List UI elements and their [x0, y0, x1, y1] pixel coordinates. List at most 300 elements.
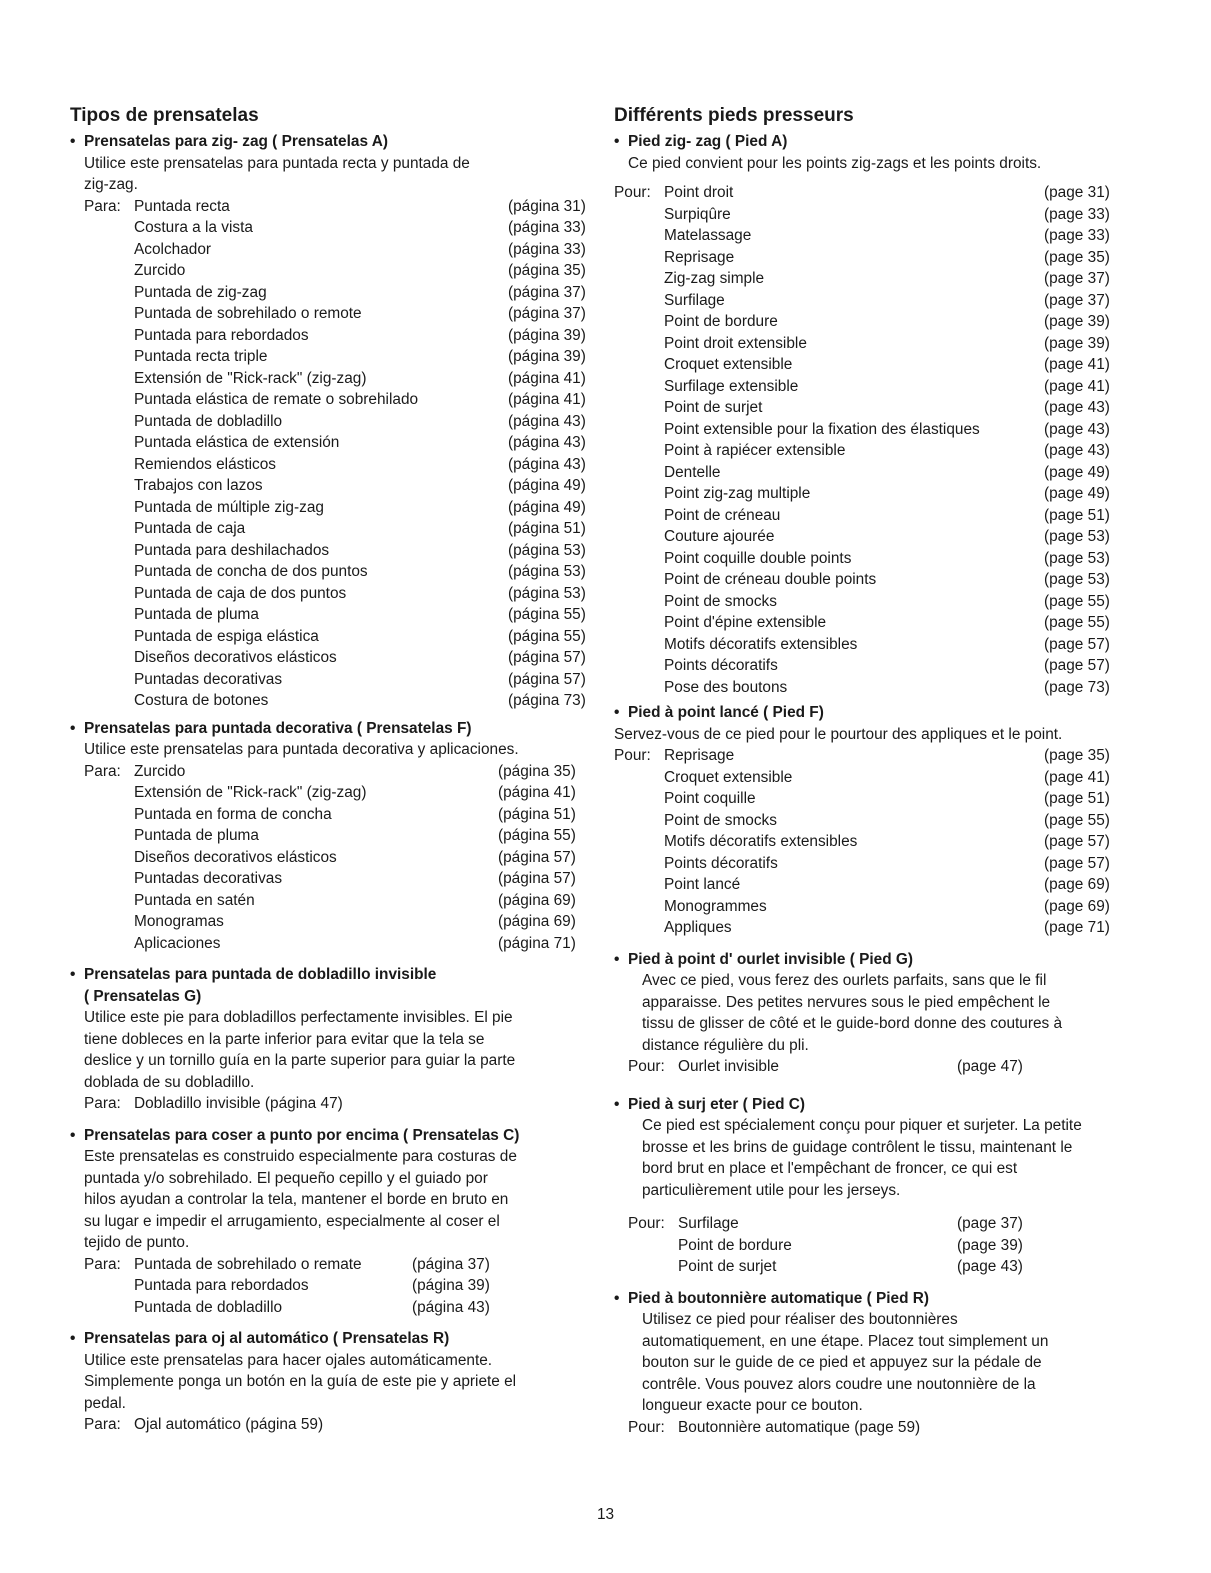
stitch-name: Puntada de dobladillo	[134, 412, 283, 430]
page-ref: (page 49)	[1044, 485, 1110, 502]
page-ref: (página 43)	[412, 1298, 490, 1316]
row-lead: Pour:	[628, 1418, 665, 1436]
row-lead	[84, 1297, 134, 1319]
stitch-name: Puntada de zig-zag	[134, 283, 267, 301]
row-lead	[614, 677, 664, 699]
description-line: Utilice este prensatelas para puntada recta y puntada de	[84, 154, 470, 172]
foot-section	[614, 131, 1134, 698]
description-line: tejido de punto.	[84, 1234, 190, 1251]
stitch-row	[614, 1213, 1134, 1235]
page-ref: (page 43)	[957, 1258, 1023, 1275]
section-heading: Différents pieds presseurs	[614, 105, 854, 126]
row-lead	[84, 561, 134, 583]
row-lead	[84, 239, 134, 261]
page-ref: (page 35)	[1044, 747, 1110, 764]
foot-title-text: Pied zig- zag ( Pied A)	[628, 133, 788, 150]
page-ref: (página 57)	[498, 848, 576, 866]
stitch-name: Point coquille double points	[664, 549, 852, 567]
page-ref: (page 53)	[1044, 549, 1110, 567]
page-ref: (página 55)	[498, 827, 576, 844]
stitch-name: Puntada de múltiple zig-zag	[134, 498, 324, 516]
stitch-row	[70, 647, 600, 669]
description-line: Avec ce pied, vous ferez des ourlets parfaits, sans que le fil	[642, 972, 1047, 989]
page-ref: (página 73)	[508, 692, 586, 709]
stitch-name: Diseños decorativos elásticos	[134, 848, 337, 866]
description-line: hilos ayudan a controlar la tela, mantener el borde en bruto en	[84, 1191, 509, 1208]
stitch-row	[614, 548, 1134, 570]
description-line: bouton sur le guide de ce pied et appuyez sur la pédale de	[642, 1354, 1042, 1371]
page-ref: (page 39)	[1044, 334, 1110, 352]
row-lead: Para:	[84, 1095, 121, 1112]
stitch-row	[614, 788, 1134, 810]
stitch-name: Point droit extensible	[664, 334, 807, 352]
foot-title	[70, 1125, 600, 1147]
stitch-row	[70, 325, 600, 347]
foot-title	[614, 949, 1134, 971]
description-line: Simplemente ponga un botón en la guía de este pie y apriete el	[84, 1373, 517, 1390]
foot-section	[614, 1094, 1134, 1278]
row-lead	[84, 782, 134, 804]
row-lead	[84, 825, 134, 847]
page-ref: (page 37)	[957, 1215, 1023, 1232]
stitch-name: Costura de botones	[134, 692, 269, 709]
description-line: deslice y un tornillo guía en la parte superior para guiar la parte	[84, 1052, 516, 1069]
stitch-name: Puntada de concha de dos puntos	[134, 563, 368, 580]
page-ref: (page 43)	[1044, 442, 1110, 459]
page-ref: (page 47)	[957, 1058, 1023, 1075]
foot-title-text: Prensatelas para puntada decorativa ( Prensatelas F)	[84, 719, 472, 737]
row-lead: Para:	[84, 197, 121, 215]
page-ref: (page 57)	[1044, 833, 1110, 850]
page-ref: (página 35)	[498, 762, 576, 780]
stitch-name: Point de créneau double points	[664, 571, 877, 588]
stitch-name: Costura a la vista	[134, 219, 253, 236]
stitch-name: Surfilage	[664, 291, 725, 309]
description-line: Utilisez ce pied pour réaliser des boutonnières	[642, 1311, 958, 1328]
page-ref: (page 37)	[1044, 291, 1110, 309]
stitch-name: Pose des boutons	[664, 678, 788, 696]
page-ref: (page 39)	[1044, 313, 1110, 330]
stitch-row	[70, 411, 600, 433]
bullet-icon: •	[614, 704, 620, 721]
stitch-name: Zurcido	[134, 762, 186, 780]
row-lead	[614, 788, 664, 810]
row-lead	[614, 612, 664, 634]
stitch-row	[70, 1297, 600, 1319]
row-lead	[614, 548, 664, 570]
stitch-name: Puntada elástica de extensión	[134, 434, 340, 451]
stitch-row	[70, 561, 600, 583]
row-lead	[84, 847, 134, 869]
description-line: Servez-vous de ce pied pour le pourtour des appliques et le point.	[614, 725, 1063, 743]
stitch-row	[614, 1235, 1134, 1257]
stitch-name: Dentelle	[664, 463, 721, 481]
foot-title-text: Prensatelas para coser a punto por encima ( Prensatelas C)	[84, 1126, 520, 1144]
stitch-name: Surpiqûre	[664, 205, 731, 223]
row-lead	[614, 917, 664, 939]
stitch-row	[614, 462, 1134, 484]
description-line: particulièrement utile pour les jerseys.	[642, 1181, 901, 1199]
row-lead	[614, 505, 664, 527]
stitch-name: Reprisage	[664, 248, 735, 266]
stitch-row	[614, 333, 1134, 355]
row-lead	[84, 583, 134, 605]
foot-section	[70, 1328, 600, 1436]
stitch-row	[70, 782, 600, 804]
row-lead	[614, 268, 664, 290]
page-ref: (page 41)	[1044, 356, 1110, 373]
stitch-row	[614, 483, 1134, 505]
page-ref: (página 33)	[508, 219, 586, 236]
page-ref: (página 69)	[498, 913, 576, 930]
row-lead	[84, 411, 134, 433]
stitch-row	[70, 432, 600, 454]
stitch-row	[70, 669, 600, 691]
page-ref: (página 69)	[498, 891, 576, 909]
row-lead	[614, 290, 664, 312]
page-ref: (page 69)	[1044, 897, 1110, 915]
stitch-row	[70, 346, 600, 368]
foot-title	[614, 1288, 1134, 1310]
stitch-row	[70, 1093, 600, 1115]
stitch-row	[70, 540, 600, 562]
row-lead	[614, 376, 664, 398]
row-lead	[614, 874, 664, 896]
page-ref: (página 31)	[508, 197, 586, 215]
row-lead	[84, 325, 134, 347]
bullet-icon: •	[70, 719, 76, 737]
row-lead	[84, 626, 134, 648]
row-lead	[84, 475, 134, 497]
stitch-row	[614, 440, 1134, 462]
stitch-name: Ourlet invisible	[678, 1058, 779, 1075]
stitch-name: Aplicaciones	[134, 934, 221, 952]
row-lead	[614, 225, 664, 247]
row-lead: Para:	[84, 1416, 121, 1433]
stitch-row	[614, 419, 1134, 441]
page-ref: (página 41)	[508, 391, 586, 408]
foot-title-text: Pied à point d' ourlet invisible ( Pied G)	[628, 950, 913, 968]
row-lead	[614, 483, 664, 505]
stitch-name: Puntada de sobrehilado o remate	[134, 1255, 362, 1273]
stitch-name: Croquet extensible	[664, 768, 793, 786]
foot-section	[614, 1288, 1134, 1439]
foot-section	[614, 702, 1134, 939]
page-ref: (page 43)	[1044, 399, 1110, 416]
stitch-name: Trabajos con lazos	[134, 477, 263, 494]
page-ref: (página 37)	[508, 305, 586, 322]
foot-title	[614, 702, 1134, 724]
stitch-name: Dobladillo invisible (página 47)	[134, 1095, 343, 1112]
row-lead	[84, 260, 134, 282]
stitch-row	[614, 354, 1134, 376]
row-lead: Pour:	[614, 747, 651, 764]
stitch-row	[614, 376, 1134, 398]
row-lead	[84, 669, 134, 691]
stitch-row	[70, 847, 600, 869]
row-lead	[84, 518, 134, 540]
stitch-name: Point d'épine extensible	[664, 614, 827, 631]
stitch-name: Point lancé	[664, 876, 741, 893]
page-ref: (page 55)	[1044, 592, 1110, 610]
stitch-row	[614, 831, 1134, 853]
stitch-name: Point droit	[664, 184, 734, 201]
section-heading: Tipos de prensatelas	[70, 105, 259, 126]
stitch-row	[70, 868, 600, 890]
page-ref: (page 53)	[1044, 528, 1110, 545]
stitch-name: Remiendos elásticos	[134, 455, 277, 473]
description-line: brosse et les brins de guidage contrôlent le tissu, maintenant le	[642, 1138, 1073, 1156]
foot-title	[614, 1094, 1134, 1116]
foot-title-text: Prensatelas para zig- zag ( Prensatelas A)	[84, 133, 388, 150]
description-line: longueur exacte pour ce bouton.	[642, 1397, 863, 1414]
description-line: doblada de su dobladillo.	[84, 1073, 255, 1091]
stitch-row	[614, 290, 1134, 312]
page-ref: (page 37)	[1044, 270, 1110, 287]
page-ref: (page 57)	[1044, 657, 1110, 674]
stitch-row	[614, 1417, 1134, 1439]
description-line: distance régulière du pli.	[642, 1036, 809, 1054]
page-ref: (página 43)	[508, 455, 586, 473]
stitch-row	[70, 933, 600, 955]
row-lead	[614, 591, 664, 613]
page-ref: (page 35)	[1044, 248, 1110, 266]
stitch-name: Point de créneau	[664, 506, 781, 524]
foot-title-text: Pied à surj eter ( Pied C)	[628, 1095, 806, 1113]
page-ref: (página 35)	[508, 262, 586, 279]
page-ref: (página 51)	[508, 520, 586, 537]
row-lead	[84, 389, 134, 411]
page-ref: (página 57)	[508, 670, 586, 688]
stitch-row	[614, 1256, 1134, 1278]
description-line: bord brut en place et l'empêchant de froncer, ce qui est	[642, 1160, 1018, 1177]
stitch-name: Acolchador	[134, 240, 211, 258]
stitch-row	[614, 569, 1134, 591]
stitch-name: Puntada de pluma	[134, 606, 259, 623]
stitch-row	[70, 518, 600, 540]
page-ref: (página 53)	[508, 541, 586, 559]
page-ref: (page 41)	[1044, 377, 1110, 395]
row-lead	[84, 1275, 134, 1297]
stitch-row	[614, 204, 1134, 226]
page-ref: (page 57)	[1044, 635, 1110, 653]
row-lead	[614, 354, 664, 376]
stitch-name: Point de surjet	[678, 1258, 777, 1275]
foot-title-text: Pied à boutonnière automatique ( Pied R)	[628, 1289, 929, 1307]
stitch-name: Puntada de sobrehilado o remote	[134, 305, 362, 322]
row-lead	[84, 890, 134, 912]
row-lead	[614, 634, 664, 656]
stitch-name: Puntada en satén	[134, 891, 255, 909]
stitch-name: Point extensible pour la fixation des élastiques	[664, 420, 980, 438]
page-ref: (página 39)	[412, 1277, 490, 1294]
row-lead: Para:	[84, 1255, 121, 1273]
stitch-name: Puntada de dobladillo	[134, 1298, 283, 1316]
stitch-row	[70, 911, 600, 933]
foot-section	[614, 949, 1134, 1078]
row-lead: Para:	[84, 762, 121, 780]
stitch-row	[614, 896, 1134, 918]
page-ref: (page 33)	[1044, 205, 1110, 223]
description-line: Ce pied convient pour les points zig-zags et les points droits.	[628, 154, 1042, 172]
row-lead	[614, 204, 664, 226]
stitch-name: Puntada en forma de concha	[134, 805, 332, 823]
stitch-row	[70, 260, 600, 282]
stitch-row	[70, 497, 600, 519]
stitch-row	[614, 853, 1134, 875]
page-ref: (página 51)	[498, 805, 576, 823]
stitch-row	[614, 745, 1134, 767]
page-ref: (page 71)	[1044, 919, 1110, 936]
row-lead	[628, 1256, 678, 1278]
stitch-row	[614, 767, 1134, 789]
row-lead	[84, 647, 134, 669]
stitch-name: Puntadas decorativas	[134, 870, 283, 887]
french-column	[614, 104, 1134, 1438]
page-ref: (página 55)	[508, 627, 586, 645]
page-ref: (página 53)	[508, 584, 586, 602]
stitch-row	[614, 634, 1134, 656]
stitch-name: Puntada para rebordados	[134, 1277, 309, 1294]
page-ref: (página 43)	[508, 412, 586, 430]
stitch-row	[614, 397, 1134, 419]
row-lead	[614, 247, 664, 269]
foot-section	[70, 1125, 600, 1319]
stitch-name: Motifs décoratifs extensibles	[664, 833, 858, 850]
stitch-name: Point de bordure	[664, 313, 778, 330]
row-lead	[84, 690, 134, 712]
foot-title	[70, 964, 600, 986]
description-line: zig-zag.	[84, 176, 138, 193]
row-lead	[84, 540, 134, 562]
stitch-row	[614, 268, 1134, 290]
stitch-row	[614, 526, 1134, 548]
row-lead	[84, 217, 134, 239]
row-lead	[614, 462, 664, 484]
stitch-name: Zig-zag simple	[664, 270, 765, 287]
stitch-name: Monogrammes	[664, 897, 767, 915]
stitch-name: Puntada de caja de dos puntos	[134, 584, 347, 602]
stitch-name: Matelassage	[664, 227, 752, 244]
stitch-name: Appliques	[664, 919, 732, 936]
page-ref: (página 49)	[508, 498, 586, 516]
row-lead	[84, 804, 134, 826]
foot-title-text: Pied à point lancé ( Pied F)	[628, 704, 824, 721]
stitch-name: Monogramas	[134, 913, 224, 930]
page-ref: (page 69)	[1044, 876, 1110, 893]
description-line: puntada y/o sobrehilado. El pequeño cepillo y el guiado por	[84, 1169, 488, 1187]
stitch-row	[70, 303, 600, 325]
row-lead	[614, 333, 664, 355]
stitch-name: Point coquille	[664, 790, 756, 807]
page-ref: (page 31)	[1044, 184, 1110, 201]
foot-section	[70, 964, 600, 1115]
row-lead	[84, 346, 134, 368]
stitch-name: Ojal automático (página 59)	[134, 1416, 324, 1433]
stitch-name: Point de surjet	[664, 399, 763, 416]
stitch-name: Point à rapiécer extensible	[664, 442, 846, 459]
stitch-name: Point de smocks	[664, 811, 777, 829]
stitch-name: Puntada de caja	[134, 520, 246, 537]
stitch-name: Surfilage	[678, 1215, 739, 1232]
stitch-row	[614, 247, 1134, 269]
stitch-row	[70, 626, 600, 648]
stitch-name: Point de bordure	[678, 1236, 792, 1254]
page-ref: (page 51)	[1044, 790, 1110, 807]
stitch-name: Puntada recta	[134, 197, 230, 215]
stitch-row	[70, 690, 600, 712]
row-lead	[614, 419, 664, 441]
row-lead	[614, 397, 664, 419]
stitch-row	[70, 1275, 600, 1297]
row-lead	[84, 497, 134, 519]
bullet-icon: •	[614, 133, 620, 150]
page-ref: (página 49)	[508, 477, 586, 494]
page-ref: (página 37)	[412, 1255, 490, 1273]
row-lead	[614, 810, 664, 832]
page-ref: (página 41)	[498, 784, 576, 801]
foot-title	[70, 131, 600, 153]
description-line: automatiquement, en une étape. Placez tout simplement un	[642, 1332, 1049, 1350]
stitch-row	[614, 612, 1134, 634]
stitch-name: Puntada para deshilachados	[134, 541, 330, 559]
row-lead	[614, 311, 664, 333]
stitch-row	[70, 583, 600, 605]
stitch-name: Puntadas decorativas	[134, 670, 283, 688]
description-line: su lugar e impedir el arrugamiento, especialmente al coser el	[84, 1212, 500, 1230]
row-lead	[84, 454, 134, 476]
stitch-name: Puntada elástica de remate o sobrehilado	[134, 391, 419, 408]
foot-section	[70, 718, 600, 955]
row-lead	[84, 432, 134, 454]
foot-section	[70, 131, 600, 712]
row-lead	[614, 853, 664, 875]
stitch-row	[614, 182, 1134, 204]
row-lead	[84, 368, 134, 390]
page-ref: (página 39)	[508, 326, 586, 344]
page-ref: (page 55)	[1044, 811, 1110, 829]
stitch-row	[70, 475, 600, 497]
page-ref: (página 43)	[508, 434, 586, 451]
stitch-row	[70, 761, 600, 783]
row-lead	[84, 868, 134, 890]
stitch-name: Points décoratifs	[664, 854, 778, 872]
stitch-row	[614, 505, 1134, 527]
stitch-name: Puntada de espiga elástica	[134, 627, 319, 645]
row-lead	[84, 303, 134, 325]
stitch-row	[70, 217, 600, 239]
stitch-row	[70, 1254, 600, 1276]
page-number: 13	[596, 1506, 615, 1523]
stitch-row	[70, 825, 600, 847]
stitch-name: Puntada recta triple	[134, 348, 268, 365]
row-lead	[84, 933, 134, 955]
foot-title	[614, 131, 1134, 153]
description-line: Este prensatelas es construido especialmente para costuras de	[84, 1148, 517, 1165]
page-ref: (página 55)	[508, 606, 586, 623]
stitch-row	[70, 454, 600, 476]
stitch-row	[614, 591, 1134, 613]
spanish-column	[70, 104, 600, 1436]
row-lead: Pour:	[614, 184, 651, 201]
stitch-name: Point de smocks	[664, 592, 777, 610]
page-ref: (page 41)	[1044, 768, 1110, 786]
page-ref: (page 73)	[1044, 678, 1110, 696]
stitch-row	[614, 874, 1134, 896]
bullet-icon: •	[614, 1095, 620, 1113]
bullet-icon: •	[70, 966, 76, 983]
stitch-name: Surfilage extensible	[664, 377, 799, 395]
